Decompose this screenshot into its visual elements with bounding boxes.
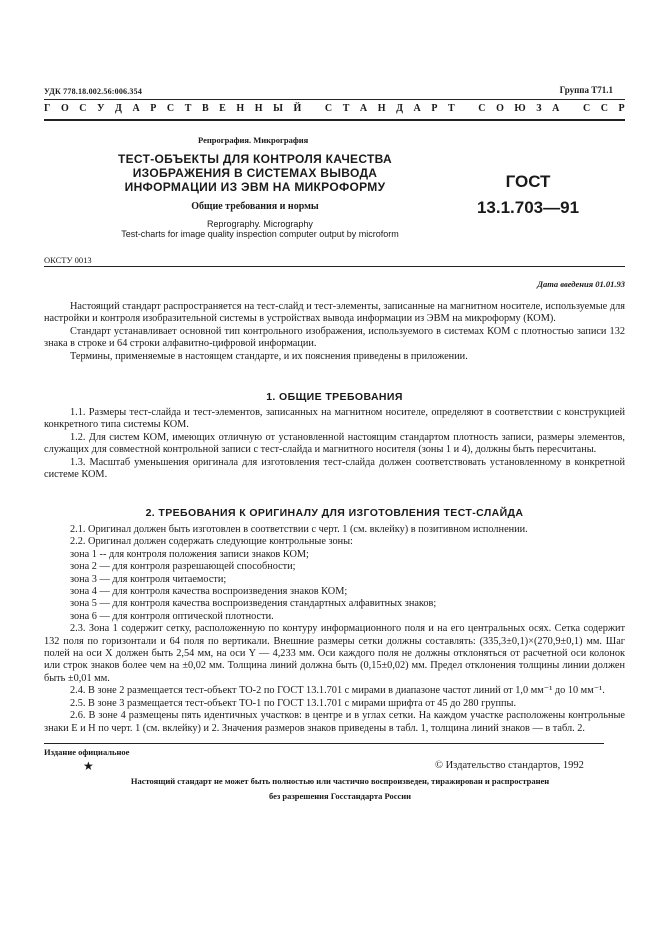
english-title-line: Reprography. Micrography	[207, 219, 313, 229]
clause-paragraph: 2.1. Оригинал должен быть изготовлен в соответствии с черт. 1 (см. вклейку) в позитивном исполнении.	[70, 524, 528, 535]
notice-line: без разрешения Госстандарта России	[268, 791, 412, 801]
zone-item: зона 2 — для контроля разрешающей способности;	[70, 561, 296, 573]
english-title-line: Test-charts for image quality inspection computer output by microform	[121, 229, 399, 239]
intro-paragraph: Термины, применяемые в настоящем стандарте, и их пояснения приведены в приложении.	[70, 350, 468, 362]
banner-letter: Т	[447, 103, 455, 114]
banner-letter	[465, 103, 468, 114]
banner-letter: А	[132, 103, 140, 114]
gost-number: 13.1.703—91	[476, 198, 580, 217]
zone-item: зона 5 — для контроля качества воспроизведения стандартных алфавитных знаков;	[70, 598, 437, 610]
title-line: ИЗОБРАЖЕНИЯ В СИСТЕМАХ ВЫВОДА	[132, 166, 378, 180]
banner-letter	[570, 103, 573, 114]
banner-letter: С	[79, 103, 87, 114]
banner-letter: О	[496, 103, 504, 114]
banner-letter: О	[60, 103, 69, 114]
star-icon: ★	[83, 759, 94, 773]
footer-rule	[44, 743, 604, 744]
banner-letter: Р	[150, 103, 157, 114]
clause-paragraph: 1.1. Размеры тест-слайда и тест-элементов, записанных на магнитном носителе, определяют в соответствии с конструкцией конкретного типа системы КОМ.	[44, 407, 625, 431]
banner-letter: В	[201, 103, 209, 114]
zone-item: зона 6 — для контроля оптической плотности.	[70, 610, 274, 622]
banner-letter: Ы	[273, 103, 283, 114]
banner-letter	[312, 103, 315, 114]
banner-letter: А	[413, 103, 421, 114]
edition-label: Издание официальное	[44, 747, 130, 757]
notice-line: Настоящий стандарт не может быть полностью или частично воспроизведен, тиражирован и распространен	[130, 776, 550, 786]
banner-letter: Н	[254, 103, 263, 114]
banner-letter: Т	[184, 103, 192, 114]
clause-paragraph: 1.2. Для систем КОМ, имеющих отличную от установленной настоящим стандартом плотность записи, размеры элементов, служащих для совместной контрольной записи с тест-слайда и магнитного носителя (зоны 1 и 4), должны быть пересчитаны.	[44, 431, 625, 456]
banner-letter: Й	[293, 103, 302, 114]
clause-paragraph: 2.2. Оригинал должен содержать следующие контрольные зоны:	[70, 536, 353, 548]
banner-letter: С	[478, 103, 486, 114]
banner-letter: Д	[114, 103, 122, 114]
banner-letter: С	[600, 103, 608, 114]
zone-item: зона 4 — для контроля качества воспроизведения знаков КОМ;	[70, 586, 348, 598]
document-title	[105, 152, 405, 194]
banner-letter: З	[536, 103, 542, 114]
clause-paragraph: 2.3. Зона 1 содержит сетку, расположенную по контуру информационного поля и на его центральных осях. Сетка содержит 132 поля по горизонтали и 64 поля по вертикали. Внешние размеры сетки должны составлять: (335,3±0,1)×(270,9±0,1) мм. Шаг полей на оси X должен быть 2,54 мм, на оси Y — 4,233 мм. Оси каждого поля не должны отклоняться от расчетной оси колонок или строк знаков более чем на ±0,02 мм. Толщина линий должна быть (0,15±0,02) мм. Предел отклонения толщины линии должен быть ±0,01 мм.	[44, 623, 625, 684]
okstu-rule	[44, 266, 625, 267]
udk-code: УДК 778.18.002.56:006.354	[44, 87, 143, 96]
clause-paragraph: 1.3. Масштаб уменьшения оригинала для изготовления тест-слайда должен соответствовать установленному в конкретной системе КОМ.	[44, 456, 625, 481]
group-code: Группа Т71.1	[559, 85, 613, 95]
banner-letter: Т	[342, 103, 350, 114]
zone-item: зона 1 -- для контроля положения записи знаков КОМ;	[70, 548, 309, 560]
banner-letter: С	[582, 103, 591, 114]
banner-letter: Д	[396, 103, 403, 114]
section-1-body	[44, 407, 625, 481]
clause-paragraph: 2.5. В зоне 3 размещается тест-объект ТО-1 по ГОСТ 13.1.701 с мирами шрифта от 45 до 280 группы.	[70, 697, 517, 709]
title-line: ИНФОРМАЦИИ ИЗ ЭВМ НА МИКРОФОРМУ	[124, 180, 386, 194]
introduction	[44, 301, 625, 363]
banner-letter: Р	[618, 103, 625, 114]
banner-letter: Е	[219, 103, 226, 114]
banner-letter: А	[552, 103, 560, 114]
okstu-code: ОКСТУ 0013	[44, 255, 92, 265]
banner-letter: Р	[431, 103, 438, 114]
clause-paragraph: 2.4. В зоне 2 размещается тест-объект ТО-2 по ГОСТ 13.1.701 с мирами в диапазоне частот линий от 1,0 мм⁻¹ до 10 мм⁻¹.	[70, 685, 605, 697]
title-line: ТЕСТ-ОБЪЕКТЫ ДЛЯ КОНТРОЛЯ КАЧЕСТВА	[118, 152, 392, 166]
effective-date: Дата введения 01.01.93	[537, 279, 625, 289]
section-2-body	[44, 524, 625, 735]
banner-letter: Н	[236, 103, 245, 114]
rubric: Репрография. Микрография	[198, 135, 309, 145]
header-rule-bold	[44, 119, 625, 121]
banner-letter: У	[97, 103, 105, 114]
zone-item: зона 3 — для контроля читаемости;	[70, 573, 227, 585]
intro-paragraph: Стандарт устанавливает основной тип контрольного изображения, используемого в системах КОМ с плотностью записи 132 знака в строке и 64 строки алфавитно-цифровой информации.	[44, 325, 625, 350]
section-1-heading: 1. ОБЩИЕ ТРЕБОВАНИЯ	[266, 391, 403, 403]
reproduction-notice	[80, 774, 600, 804]
banner-letter: А	[359, 103, 368, 114]
banner-letter: С	[324, 103, 333, 114]
english-title	[105, 219, 415, 239]
header-rule	[44, 99, 625, 100]
clause-paragraph: 2.6. В зоне 4 размещены пять идентичных участков: в центре и в углах сетки. На каждом участке расположены контрольные знаки Е и Н по черт. 1 (см. вклейку) и 2. Значения размеров знаков приведены в табл. 1, толщина линий знаков — в табл. 2.	[44, 710, 625, 734]
banner-letter: С	[166, 103, 175, 114]
document-subtitle: Общие требования и нормы	[191, 201, 319, 212]
section-2-heading: 2. ТРЕБОВАНИЯ К ОРИГИНАЛУ ДЛЯ ИЗГОТОВЛЕНИЯ ТЕСТ-СЛАЙДА	[145, 507, 524, 519]
copyright: © Издательство стандартов, 1992	[435, 760, 584, 771]
banner-letter: Ю	[514, 103, 526, 114]
state-standard-banner	[44, 103, 625, 114]
banner-letter: Н	[377, 103, 386, 114]
banner-letter: Г	[44, 103, 51, 114]
intro-paragraph: Настоящий стандарт распространяется на тест-слайд и тест-элементы, записанные на магнитном носителе, используемые для настройки и контроля изобразительной системы в устройствах вывода информации из ЭВМ на микроформу (КОМ).	[44, 301, 625, 325]
gost-label: ГОСТ	[505, 172, 551, 191]
